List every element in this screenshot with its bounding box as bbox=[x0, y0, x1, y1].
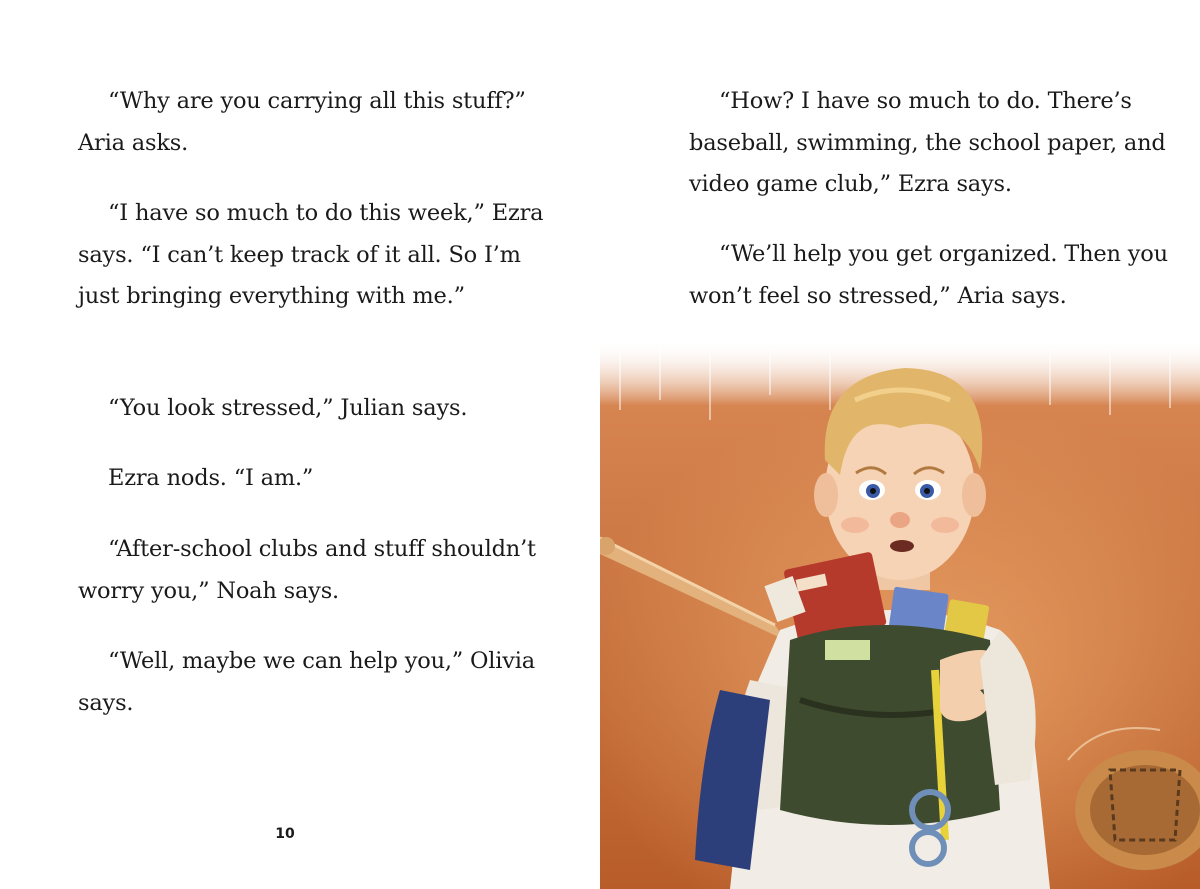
paragraph-1: “Why are you carrying all this stuff?” Aria asks. bbox=[78, 88, 526, 156]
paragraph-8: “We’ll help you get organized. Then you won’t feel so stressed,” Aria says. bbox=[689, 241, 1168, 309]
paragraph-5: “After-school clubs and stuff shouldn’t worry you,” Noah says. bbox=[78, 536, 536, 604]
paragraph-4: Ezra nods. “I am.” bbox=[108, 465, 314, 491]
paragraph-3: “You look stressed,” Julian says. bbox=[108, 395, 468, 421]
paragraph-7: “How? I have so much to do. There’s baseball, swimming, the school paper, and video game club,” Ezra says. bbox=[689, 88, 1166, 197]
right-page bbox=[600, 0, 1200, 889]
page-number: 10 bbox=[275, 826, 295, 842]
paragraph-2: “I have so much to do this week,” Ezra says. “I can’t keep track of it all. So I’m just bringing everything with me.” bbox=[78, 200, 544, 309]
boy-illustration-icon bbox=[600, 340, 1200, 889]
illustration bbox=[600, 340, 1200, 889]
paragraph-6: “Well, maybe we can help you,” Olivia says. bbox=[78, 648, 536, 716]
